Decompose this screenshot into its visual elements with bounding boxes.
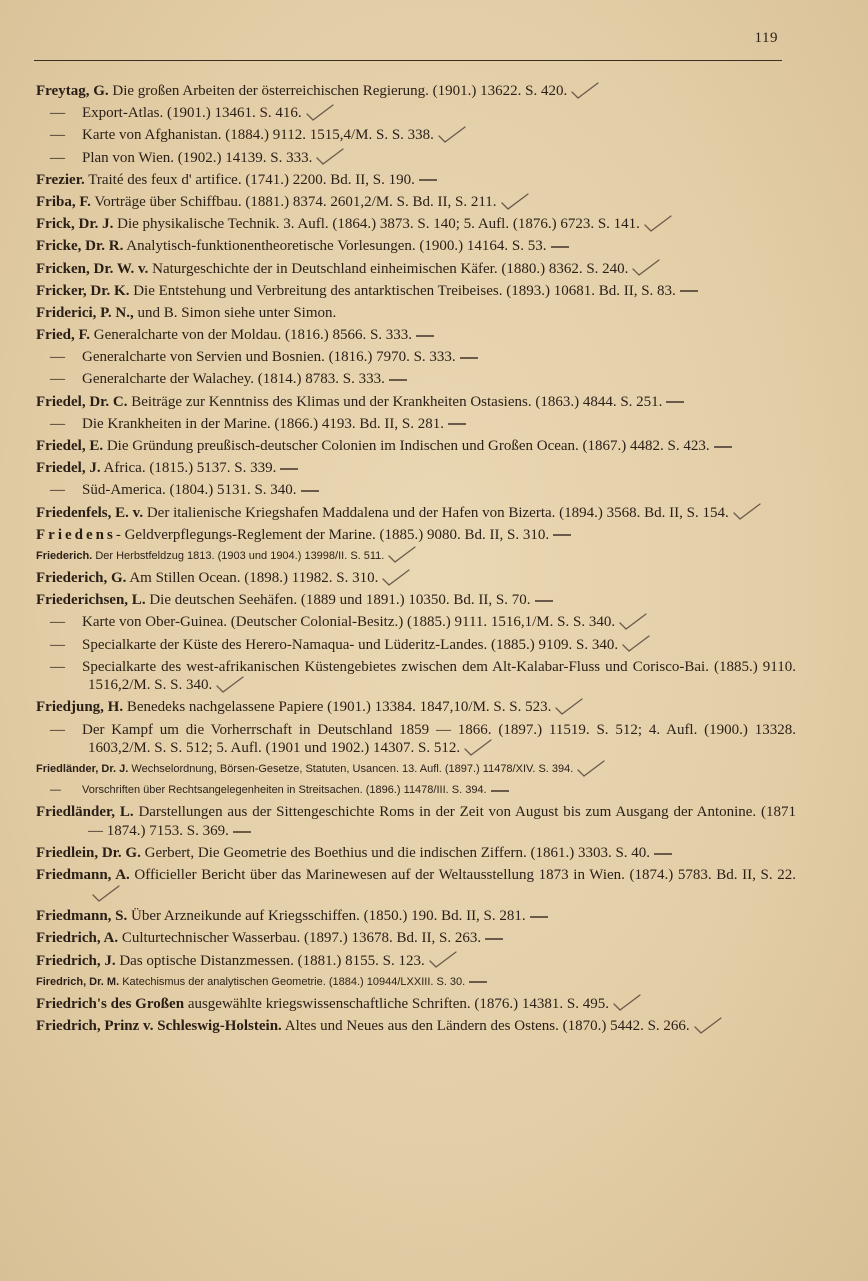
handwritten-check-icon (91, 889, 115, 901)
bibliography-entry (36, 548, 796, 565)
bibliography-entry (36, 658, 796, 695)
entry-text: Officieller Bericht über das Marinewesen auf der Weltausstellung 1873 in Wien. (1874.) 5783. Bd. II, S. 22. (134, 867, 796, 884)
entry-text: Naturgeschichte der in Deutschland einheimischen Käfer. (1880.) 8362. S. 240. (152, 260, 629, 277)
entry-text: Der Kampf um die Vorherrschaft in Deutschland 1859 — 1866. (1897.) 11519. S. 512; 4. Aufl. (1900.) 13328. 1603,2/M. S. S. 512; 5. Aufl. (1901 und 1902.) 14307. S. 512. (82, 721, 796, 757)
handwritten-check-icon (621, 639, 645, 651)
handwritten-check-icon (381, 573, 405, 585)
entry-text: Beiträge zur Kenntniss des Klimas und der Krankheiten Ostasiens. (1863.) 4844. S. 251. (131, 393, 663, 410)
entry-author: Friedländer, Dr. J. (36, 763, 129, 776)
entry-text: Wechselordnung, Börsen-Gesetze, Statuten, Usancen. 13. Aufl. (1897.) 11478/XIV. S. 394. (131, 763, 574, 776)
handwritten-dash-icon (469, 981, 487, 983)
entry-author: Friedel, Dr. C. (36, 393, 128, 410)
page-number: 119 (754, 30, 778, 46)
bibliography-entry (36, 526, 796, 545)
handwritten-dash-icon (551, 246, 569, 248)
bibliography-entry (36, 782, 796, 799)
handwritten-dash-icon (233, 831, 251, 833)
entry-text: Die Krankheiten in der Marine. (1866.) 4193. Bd. II, S. 281. (82, 415, 445, 432)
entry-text: Das optische Distanzmessen. (1881.) 8155. S. 123. (119, 952, 425, 969)
handwritten-dash-icon (654, 853, 672, 855)
bibliography-entry (36, 995, 796, 1014)
header-rule (34, 60, 782, 61)
entry-author: Friedmann, S. (36, 908, 128, 925)
entry-author: Frick, Dr. J. (36, 216, 114, 233)
entry-author: Friedjung, H. (36, 699, 124, 716)
handwritten-dash-icon (485, 938, 503, 940)
handwritten-dash-icon (419, 179, 437, 181)
handwritten-check-icon (463, 743, 487, 755)
entry-author: Friedel, E. (36, 438, 104, 454)
handwritten-check-icon (315, 152, 339, 164)
bibliography-entry (36, 803, 796, 840)
entry-author: Fricker, Dr. K. (36, 282, 130, 299)
entry-text: Die physikalische Technik. 3. Aufl. (1864.) 3873. S. 140; 5. Aufl. (1876.) 6723. S. 141. (117, 216, 640, 233)
entry-text: Generalcharte von Servien und Bosnien. (1816.) 7970. S. 333. (82, 349, 456, 366)
bibliography-entry (36, 613, 796, 632)
bibliography-entry (36, 952, 796, 971)
repeat-author-dash: — (50, 149, 65, 166)
entry-author: Friederichsen, L. (36, 592, 146, 609)
entry-text: Karte von Afghanistan. (1884.) 9112. 1515,4/M. S. S. 338. (82, 127, 434, 144)
entry-text: Die deutschen Seehäfen. (1889 und 1891.) 10350. Bd. II, S. 70. (149, 592, 531, 609)
handwritten-check-icon (437, 130, 461, 142)
entry-author: Freytag, G. (36, 83, 109, 99)
repeat-author-dash: — (50, 349, 65, 366)
entry-text: Vorträge über Schiffbau. (1881.) 8374. 2601,2/M. S. Bd. II, S. 211. (94, 193, 497, 210)
entry-text: Analytisch-funktionentheoretische Vorlesungen. (1900.) 14164. S. 53. (126, 238, 547, 255)
handwritten-check-icon (215, 680, 239, 692)
entry-text: Am Stillen Ocean. (1898.) 11982. S. 310. (129, 569, 379, 586)
entry-author: Friedenfels, E. v. (36, 504, 144, 521)
handwritten-dash-icon (416, 335, 434, 337)
bibliography-entry (36, 974, 796, 991)
entry-author: Friedel, J. (36, 460, 101, 477)
entry-text: Die Entstehung und Verbreitung des antarktischen Treibeises. (1893.) 10681. Bd. II, S. 83. (133, 282, 676, 299)
repeat-author-dash: — (50, 415, 65, 432)
entry-text: Katechismus der analytischen Geometrie. (1884.) 10944/LXXIII. S. 30. (122, 975, 466, 988)
bibliography-entry (36, 215, 796, 234)
bibliography-entry (36, 326, 796, 345)
handwritten-check-icon (500, 197, 524, 209)
entry-text: Vorschriften über Rechtsangelegenheiten in Streitsachen. (1896.) 11478/III. S. 394. (82, 784, 487, 797)
entry-text: Die großen Arbeiten der österreichischen Regierung. (1901.) 13622. S. 420. (112, 83, 568, 99)
entry-author: Friedmann, A. (36, 867, 130, 884)
entry-author: Firedrich, Dr. M. (36, 975, 120, 988)
bibliography-entry (36, 415, 796, 434)
bibliography-entry (36, 237, 796, 256)
repeat-author-dash: — (50, 105, 65, 122)
repeat-author-dash: — (50, 658, 65, 675)
entry-text: Darstellungen aus der Sittengeschichte Roms in der Zeit von August bis zum Ausgang der Antonine. (1871 — 1874.) 7153. S. 369. (88, 804, 796, 840)
entry-text: Generalcharte der Walachey. (1814.) 8783. S. 333. (82, 371, 385, 388)
handwritten-dash-icon (553, 534, 571, 536)
bibliography-entry (36, 282, 796, 301)
entry-author: Friedrich, A. (36, 930, 119, 947)
bibliography-entry (36, 393, 796, 412)
bibliography-entry (36, 437, 796, 456)
repeat-author-dash: — (50, 721, 65, 738)
bibliography-entry (36, 459, 796, 478)
repeat-author-dash: — (50, 784, 61, 797)
handwritten-check-icon (693, 1021, 717, 1033)
handwritten-check-icon (428, 955, 452, 967)
bibliography-entry (36, 82, 796, 101)
entry-author: Friedrich's des Großen (36, 995, 185, 1012)
bibliography-entry (36, 907, 796, 926)
handwritten-dash-icon (389, 379, 407, 381)
entry-text: Benedeks nachgelassene Papiere (1901.) 13384. 1847,10/M. S. S. 523. (126, 699, 552, 716)
entry-text: Generalcharte von der Moldau. (1816.) 8566. S. 333. (93, 327, 413, 344)
bibliography-entry (36, 569, 796, 588)
handwritten-dash-icon (448, 423, 466, 425)
entry-author: Friedens (36, 526, 116, 543)
entry-text: Karte von Ober-Guinea. (Deutscher Colonial-Besitz.) (1885.) 9111. 1516,1/M. S. S. 340. (82, 614, 616, 631)
bibliography-entry (36, 348, 796, 367)
entry-text: Über Arzneikunde auf Kriegsschiffen. (1850.) 190. Bd. II, S. 281. (131, 908, 526, 925)
entry-text: Gerbert, Die Geometrie des Boethius und die indischen Ziffern. (1861.) 3303. S. 40. (144, 845, 651, 862)
repeat-author-dash: — (50, 371, 65, 388)
handwritten-dash-icon (535, 600, 553, 602)
handwritten-dash-icon (680, 290, 698, 292)
entry-author: Fried, F. (36, 327, 91, 344)
entry-text: Africa. (1815.) 5137. S. 339. (103, 460, 277, 477)
entry-author: Friderici, P. N., (36, 304, 134, 321)
handwritten-dash-icon (301, 490, 319, 492)
bibliography-entry (36, 698, 796, 717)
handwritten-dash-icon (280, 468, 298, 470)
handwritten-check-icon (387, 550, 411, 562)
bibliography-entry (36, 761, 796, 778)
entry-text: und B. Simon siehe unter Simon. (137, 304, 337, 321)
handwritten-check-icon (732, 507, 756, 519)
entry-author: Friedländer, L. (36, 804, 134, 821)
entry-text: Specialkarte der Küste des Herero-Namaqua- und Lüderitz-Landes. (1885.) 9109. S. 340. (82, 636, 619, 653)
bibliography-entry (36, 1017, 796, 1036)
entry-author: Friedlein, Dr. G. (36, 845, 141, 862)
bibliography-entry (36, 844, 796, 863)
entry-text: Der italienische Kriegshafen Maddalena und der Hafen von Bizerta. (1894.) 3568. Bd. II, S. 154. (146, 504, 729, 521)
handwritten-check-icon (576, 764, 600, 776)
handwritten-dash-icon (714, 446, 732, 448)
entry-author: Friederich. (36, 549, 93, 562)
entry-author: Friedrich, Prinz v. Schleswig-Holstein. (36, 1017, 282, 1034)
bibliography-entry (36, 193, 796, 212)
entry-author: Frezier. (36, 171, 85, 188)
handwritten-check-icon (570, 86, 594, 98)
bibliography-entry (36, 504, 796, 523)
handwritten-check-icon (612, 998, 636, 1010)
bibliography-entry (36, 929, 796, 948)
handwritten-dash-icon (530, 916, 548, 918)
handwritten-dash-icon (460, 357, 478, 359)
entry-text: Altes und Neues aus den Ländern des Ostens. (1870.) 5442. S. 266. (284, 1017, 690, 1034)
bibliography-entry (36, 591, 796, 610)
handwritten-dash-icon (666, 401, 684, 403)
entry-author: Friba, F. (36, 193, 91, 210)
bibliography-entry (36, 104, 796, 123)
handwritten-check-icon (554, 702, 578, 714)
entry-text: Süd-America. (1804.) 5131. S. 340. (82, 482, 297, 499)
repeat-author-dash: — (50, 127, 65, 144)
entry-text: Culturtechnischer Wasserbau. (1897.) 13678. Bd. II, S. 263. (121, 930, 482, 947)
bibliography-entry (36, 304, 796, 323)
repeat-author-dash: — (50, 614, 65, 631)
bibliography-entry (36, 636, 796, 655)
entry-text: Plan von Wien. (1902.) 14139. S. 333. (82, 149, 313, 166)
entry-author: Fricke, Dr. R. (36, 238, 124, 255)
entry-author: Friederich, G. (36, 569, 127, 586)
repeat-author-dash: — (50, 482, 65, 499)
bibliography-entry (36, 126, 796, 145)
entry-text: ausgewählte kriegswissenschaftliche Schriften. (1876.) 14381. S. 495. (187, 995, 609, 1012)
bibliography-entry (36, 866, 796, 903)
entry-text: Specialkarte des west-afrikanischen Küstengebietes zwischen dem Alt-Kalabar-Fluss und Corisco-Bai. (1885.) 9110. 1516,2/M. S. S. 340. (82, 658, 796, 694)
entry-author: Friedrich, J. (36, 952, 116, 969)
bibliography-entry (36, 171, 796, 190)
bibliography-entry (36, 481, 796, 500)
bibliography-list (36, 82, 796, 1039)
bibliography-entry (36, 260, 796, 279)
handwritten-check-icon (643, 219, 667, 231)
handwritten-check-icon (631, 263, 655, 275)
entry-text: Export-Atlas. (1901.) 13461. S. 416. (82, 105, 302, 122)
handwritten-dash-icon (491, 790, 509, 792)
handwritten-check-icon (305, 108, 329, 120)
entry-text: Die Gründung preußisch-deutscher Colonien im Indischen und Großen Ocean. (1867.) 4482. S. 423. (106, 438, 710, 454)
bibliography-entry (36, 721, 796, 758)
entry-text: Der Herbstfeldzug 1813. (1903 und 1904.) 13998/II. S. 511. (95, 549, 385, 562)
handwritten-check-icon (618, 617, 642, 629)
repeat-author-dash: — (50, 636, 65, 653)
entry-text: Traité des feux d' artifice. (1741.) 2200. Bd. II, S. 190. (88, 171, 415, 188)
bibliography-entry (36, 149, 796, 168)
entry-text: - Geldverpflegungs-Reglement der Marine. (1885.) 9080. Bd. II, S. 310. (115, 526, 550, 543)
bibliography-entry (36, 370, 796, 389)
entry-author: Fricken, Dr. W. v. (36, 260, 149, 277)
